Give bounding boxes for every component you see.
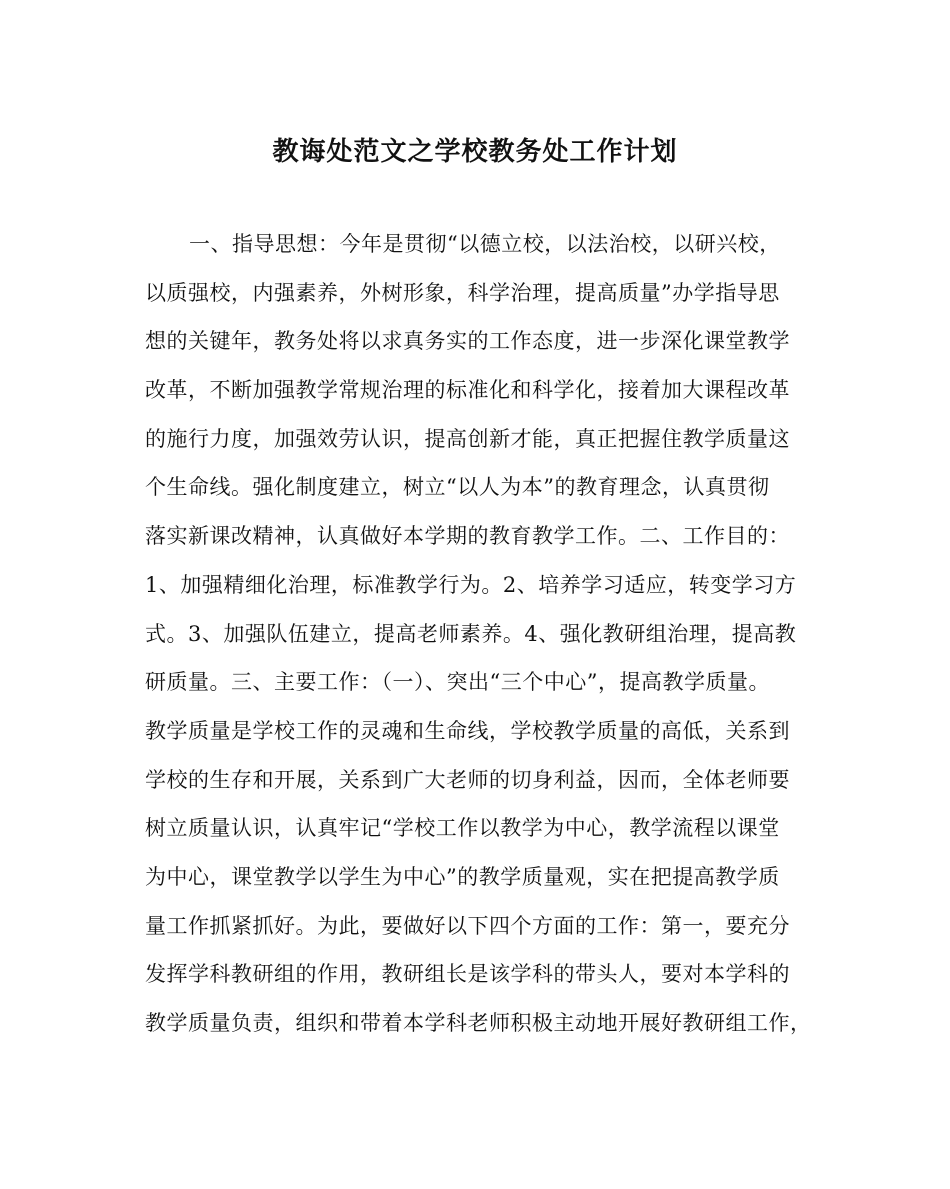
- body-line: 式。3、加强队伍建立，提高老师素养。4、强化教研组治理，提高教: [145, 621, 797, 646]
- document-title: 教诲处范文之学校教务处工作计划: [272, 137, 678, 167]
- document-body: [145, 220, 825, 1048]
- body-line: 个生命线。强化制度建立，树立“以人为本”的教育理念，认真贯彻: [145, 475, 770, 500]
- body-line: 为中心，课堂教学以学生为中心”的教学质量观，实在把提高教学质: [145, 864, 780, 889]
- body-line: 改革，不断加强教学常规治理的标准化和科学化，接着加大课程改革: [145, 378, 790, 403]
- body-line: 发挥学科教研组的作用，教研组长是该学科的带头人，要对本学科的: [145, 962, 790, 987]
- body-line: 以质强校，内强素养，外树形象，科学治理，提高质量”办学指导思: [145, 280, 780, 305]
- body-line: 树立质量认识，认真牢记“学校工作以教学为中心，教学流程以课堂: [145, 816, 780, 841]
- body-line: 研质量。三、主要工作：（一）、突出“三个中心”，提高教学质量。: [145, 670, 770, 695]
- body-line: 落实新课改精神，认真做好本学期的教育教学工作。二、工作目的：: [145, 524, 790, 549]
- body-line: 教学质量负责，组织和带着本学科老师积极主动地开展好教研组工作，: [145, 1011, 812, 1035]
- body-line: 的施行力度，加强效劳认识，提高创新才能，真正把握住教学质量这: [145, 426, 790, 451]
- body-line: 教学质量是学校工作的灵魂和生命线，学校教学质量的高低，关系到: [145, 718, 790, 743]
- body-line: 想的关键年，教务处将以求真务实的工作态度，进一步深化课堂教学: [145, 329, 790, 354]
- body-line: 学校的生存和开展，关系到广大老师的切身利益，因而，全体老师要: [145, 767, 790, 792]
- body-line: 量工作抓紧抓好。为此，要做好以下四个方面的工作：第一，要充分: [145, 913, 790, 938]
- body-line: 一、指导思想：今年是贯彻“以德立校，以法治校，以研兴校，: [189, 232, 781, 256]
- body-line: 1、加强精细化治理，标准教学行为。2、培养学习适应，转变学习方: [145, 572, 797, 597]
